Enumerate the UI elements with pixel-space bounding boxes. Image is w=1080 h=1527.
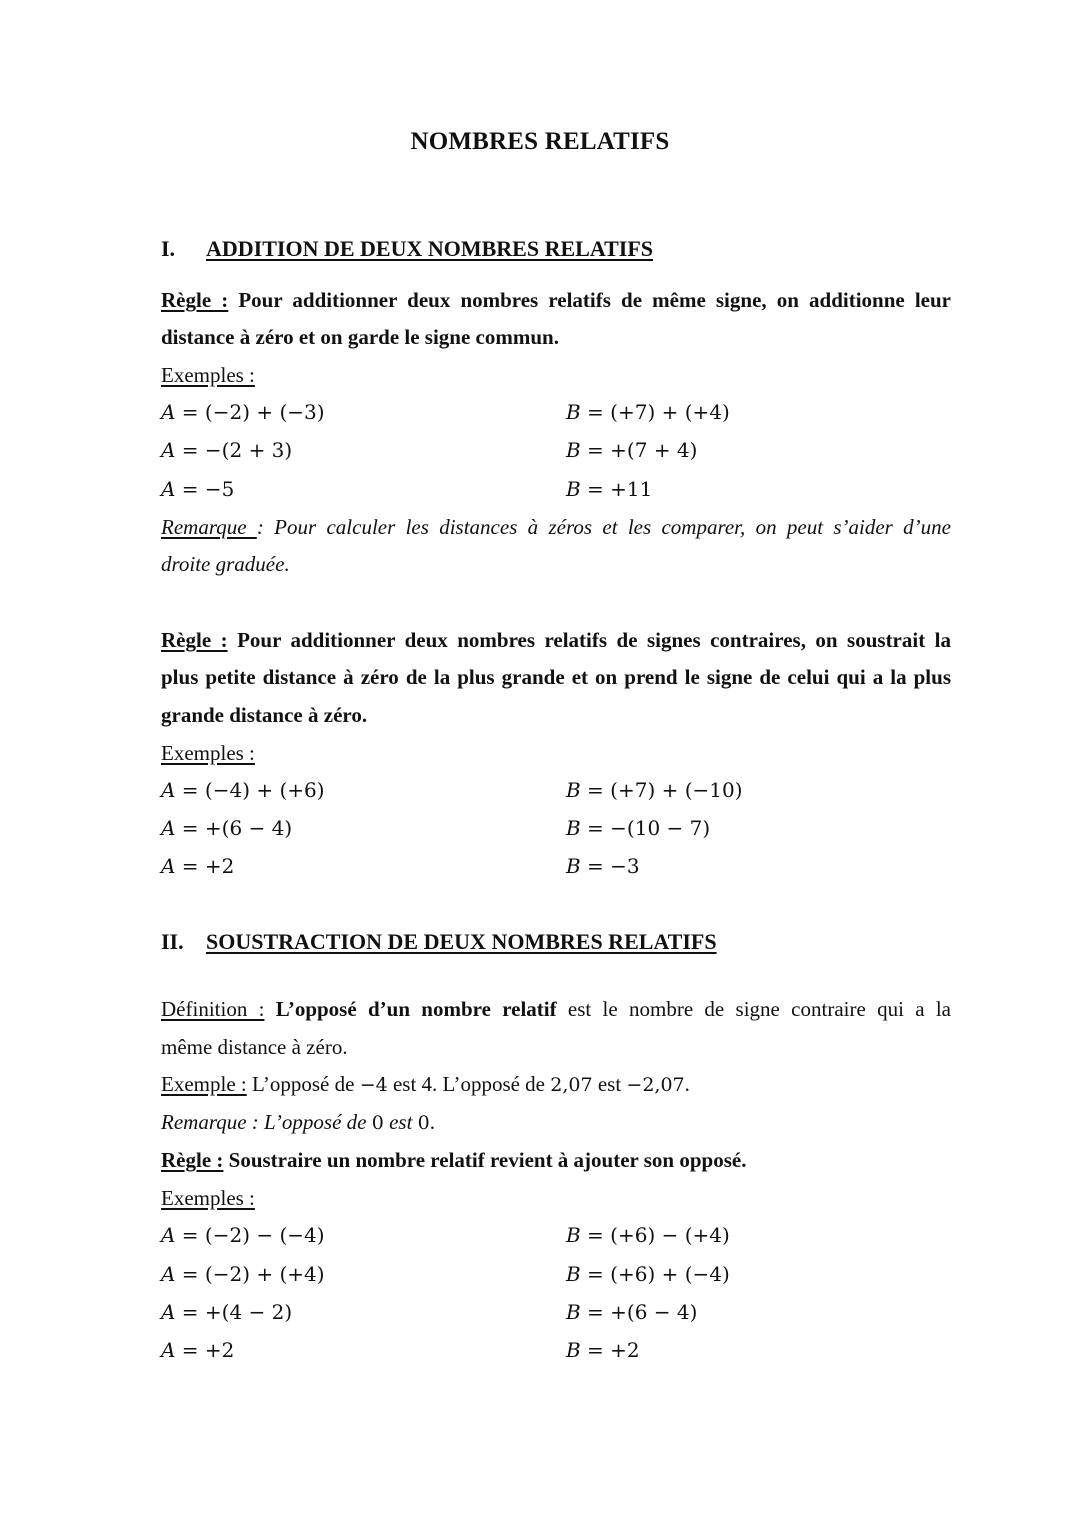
rule-label: Règle : bbox=[161, 1148, 224, 1172]
remark-label: Remarque bbox=[161, 515, 257, 539]
rule-opposite-sign-line2: plus petite distance à zéro de la plus grande et on prend le signe de celui qui a la plus bbox=[161, 665, 951, 689]
example-row: A = (−2) + (+4) B = (+6) + (−4) bbox=[161, 1262, 730, 1286]
rule-opposite-sign-line1: Règle : Pour additionner deux nombres relatifs de signes contraires, on soustrait la bbox=[161, 628, 952, 652]
example-row: A = +2 B = −3 bbox=[161, 854, 640, 878]
example-row: A = (−4) + (+6) B = (+7) + (−10) bbox=[161, 778, 743, 802]
example-row: A = +(6 − 4) B = −(10 − 7) bbox=[161, 816, 711, 840]
rule-same-sign-line1: Règle : Pour additionner deux nombres relatifs de même signe, on additionne leur bbox=[161, 288, 951, 312]
examples-label: Exemples : bbox=[161, 741, 255, 765]
rule-opposite-sign-line3: grande distance à zéro. bbox=[161, 703, 368, 727]
section-title: ADDITION DE DEUX NOMBRES RELATIFS bbox=[206, 236, 653, 261]
rule-label: Règle : bbox=[161, 288, 229, 312]
rule-subtraction: Règle : Soustraire un nombre relatif revient à ajouter son opposé. bbox=[161, 1148, 747, 1172]
section-heading-addition bbox=[161, 236, 653, 262]
examples-label: Exemples : bbox=[161, 1186, 255, 1210]
section-title: SOUSTRACTION DE DEUX NOMBRES RELATIFS bbox=[206, 929, 717, 954]
section-number: II. bbox=[161, 929, 184, 954]
rule-same-sign-line2: distance à zéro et on garde le signe commun. bbox=[161, 325, 559, 349]
definition-opposite-line1: Définition : L’opposé d’un nombre relatif est le nombre de signe contraire qui a la bbox=[161, 997, 951, 1021]
example-row: A = (−2) − (−4) B = (+6) − (+4) bbox=[161, 1223, 730, 1247]
example-row: A = +2 B = +2 bbox=[161, 1338, 640, 1362]
remark-number-line-line2: droite graduée. bbox=[161, 552, 290, 576]
definition-label: Définition : bbox=[161, 997, 265, 1021]
definition-opposite-line2: même distance à zéro. bbox=[161, 1035, 348, 1059]
example-row: A = −(2 + 3) B = +(7 + 4) bbox=[161, 438, 698, 462]
section-heading-subtraction bbox=[161, 929, 717, 955]
remark-number-line-line1: Remarque : Pour calculer les distances à zéros et les comparer, on peut s’aider d’une bbox=[161, 515, 951, 539]
example-row: A = −5 B = +11 bbox=[161, 477, 653, 501]
page-title: NOMBRES RELATIFS bbox=[410, 128, 670, 155]
example-label: Exemple : bbox=[161, 1072, 247, 1096]
example-row: A = (−2) + (−3) B = (+7) + (+4) bbox=[161, 400, 730, 424]
example-opposite: Exemple : L’opposé de −4 est 4. L’opposé de 2,07 est −2,07. bbox=[161, 1072, 690, 1096]
example-row: A = +(4 − 2) B = +(6 − 4) bbox=[161, 1300, 698, 1324]
section-number: I. bbox=[161, 236, 176, 261]
rule-label: Règle : bbox=[161, 628, 228, 652]
examples-label: Exemples : bbox=[161, 363, 255, 387]
remark-opposite-zero: Remarque : L’opposé de 0 est 0. bbox=[161, 1110, 435, 1134]
